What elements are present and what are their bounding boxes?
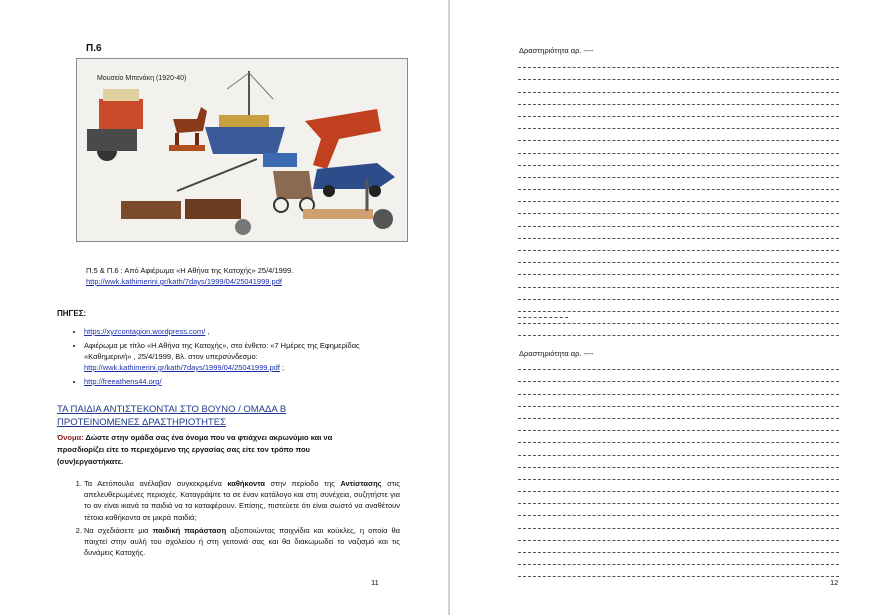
answer-line[interactable] — [518, 300, 839, 312]
group-name-task — [57, 432, 367, 468]
answer-line[interactable] — [518, 431, 839, 443]
answer-line[interactable] — [518, 504, 839, 516]
activity-text: στην περίοδο της — [264, 479, 341, 488]
answer-line[interactable] — [518, 382, 839, 394]
answer-line[interactable] — [518, 227, 839, 239]
answer-line[interactable] — [518, 480, 839, 492]
answer-line[interactable] — [518, 117, 839, 129]
source-text: Αφιέρωμα με τίτλο «Η Αθήνα της Κατοχής», στο ένθετο: «7 Ημέρες της Εφημερίδας «Καθημερινή» , 25/4/1999, Βλ. στον υπερσύνδεσμο: — [84, 341, 360, 361]
task-label: Όνομα: — [57, 433, 84, 442]
answer-line[interactable] — [518, 141, 839, 153]
answer-line[interactable] — [518, 443, 839, 455]
page-12 — [450, 0, 893, 615]
answer-line[interactable] — [518, 407, 839, 419]
museum-toys-photo — [76, 58, 408, 242]
activity-title-2: Δραστηριότητα αρ. ---- — [519, 349, 594, 358]
list-item — [84, 525, 400, 559]
answer-line[interactable] — [518, 80, 839, 92]
section-heading-line-2: ΠΡΟΤΕΙΝΟΜΕΝΕΣ ΔΡΑΣΤΗΡΙΟΤΗΤΕΣ — [57, 417, 226, 428]
answer-line[interactable] — [518, 419, 839, 431]
activity-text: στις απελευθερωμένες περιοχές. Καταγράψτε τα σε έναν κατάλογο και στη συνέχεια, συζητήστε για το αν είναι ικανά τα παιδιά να τα καταφέρουν. Επίσης, πιστεύετε ότι είναι σωστό να αναθέτουν τέτοια καθήκοντα σε μικρά παιδιά; — [84, 479, 400, 522]
answer-line[interactable] — [518, 312, 839, 324]
answer-line[interactable] — [518, 129, 839, 141]
answer-line[interactable] — [518, 93, 839, 105]
answer-lines-2 — [518, 358, 839, 577]
answer-line[interactable] — [518, 565, 839, 577]
sources-list — [70, 326, 384, 390]
list-item — [84, 478, 400, 523]
source-suffix: , — [205, 327, 210, 336]
answer-line[interactable] — [518, 214, 839, 226]
answer-line[interactable] — [518, 324, 839, 336]
source-link-kathimerini[interactable]: http://wwk.kathimerini.gr/kath/7days/1999/04/25041999.pdf — [84, 363, 280, 372]
figure-title: Π.6 — [86, 43, 102, 54]
source-link-wordpress[interactable]: https://xyzcontagion.wordpress.com/ — [84, 327, 206, 336]
answer-line[interactable] — [518, 154, 839, 166]
activity-bold: παιδική παράσταση — [152, 525, 227, 535]
answer-line[interactable] — [518, 166, 839, 178]
answer-line[interactable] — [518, 492, 839, 504]
activity-title-1: Δραστηριότητα αρ. ---- — [519, 46, 594, 55]
activity-text: Να σχεδιάσετε μια — [84, 525, 153, 535]
toys-illustration — [77, 59, 407, 241]
answer-line[interactable] — [518, 553, 839, 565]
figure-source-link[interactable]: http://wwk.kathimerini.gr/kath/7days/1999/04/25041999.pdf — [86, 277, 282, 286]
activity-text: αξιοποιώντας παιχνίδια και κούκλες, η οποία θα παιχτεί στην αυλή του σχολείου ή στη γειτονιά σας και θα διακωμωδεί το ναζισμό και τις δυνάμεις Κατοχής. — [84, 525, 400, 558]
answer-line[interactable] — [518, 516, 839, 528]
activity-text: Τα Αετόπουλα ανέλαβαν συγκεκριμένα — [84, 479, 228, 488]
answer-line[interactable] — [518, 239, 839, 251]
answer-line-short[interactable] — [518, 317, 568, 318]
answer-line[interactable] — [518, 529, 839, 541]
answer-line[interactable] — [518, 105, 839, 117]
answer-line[interactable] — [518, 178, 839, 190]
answer-line[interactable] — [518, 370, 839, 382]
list-item — [84, 326, 384, 337]
activity-bold: καθήκοντα — [227, 479, 265, 488]
source-suffix: ; — [279, 363, 285, 372]
answer-line[interactable] — [518, 190, 839, 202]
answer-line[interactable] — [518, 541, 839, 553]
figure-source — [86, 265, 293, 287]
section-heading-line-1: ΤΑ ΠΑΙΔΙΑ ΑΝΤΙΣΤΕΚΟΝΤΑΙ ΣΤΟ ΒΟΥΝΟ / ΟΜΑΔΑ Β — [57, 404, 287, 415]
figure-source-text: Π.5 & Π.6 : Από Αφιέρωμα «Η Αθήνα της Κατοχής» 25/4/1999. — [86, 266, 294, 275]
page-number: 12 — [830, 578, 839, 587]
answer-line[interactable] — [518, 288, 839, 300]
answer-line[interactable] — [518, 468, 839, 480]
answer-line[interactable] — [518, 202, 839, 214]
photo-caption: Μουσείο Μπενάκη (1920-40) — [97, 75, 187, 82]
answer-line[interactable] — [518, 263, 839, 275]
answer-lines-1 — [518, 56, 839, 336]
list-item — [84, 376, 384, 387]
section-heading — [57, 403, 357, 429]
answer-line[interactable] — [518, 275, 839, 287]
answer-line[interactable] — [518, 56, 839, 68]
page-number: 11 — [371, 578, 379, 587]
answer-line[interactable] — [518, 358, 839, 370]
sources-heading: ΠΗΓΕΣ: — [57, 309, 87, 318]
list-item — [84, 340, 384, 373]
source-link-freeathens[interactable]: http://freeathens44.org/ — [84, 377, 162, 386]
activities-list — [70, 478, 400, 560]
answer-line[interactable] — [518, 68, 839, 80]
answer-line[interactable] — [518, 395, 839, 407]
task-text: Δώστε στην ομάδα σας ένα όνομα που να φτιάχνει ακρωνύμιο και να προσδιορίζει είτε το περιεχόμενο της εργασίας σας είτε τον τρόπο που (συν)εργαστήκατε. — [57, 433, 333, 466]
activity-bold: Αντίστασης — [340, 479, 382, 488]
answer-line[interactable] — [518, 251, 839, 263]
answer-line[interactable] — [518, 456, 839, 468]
